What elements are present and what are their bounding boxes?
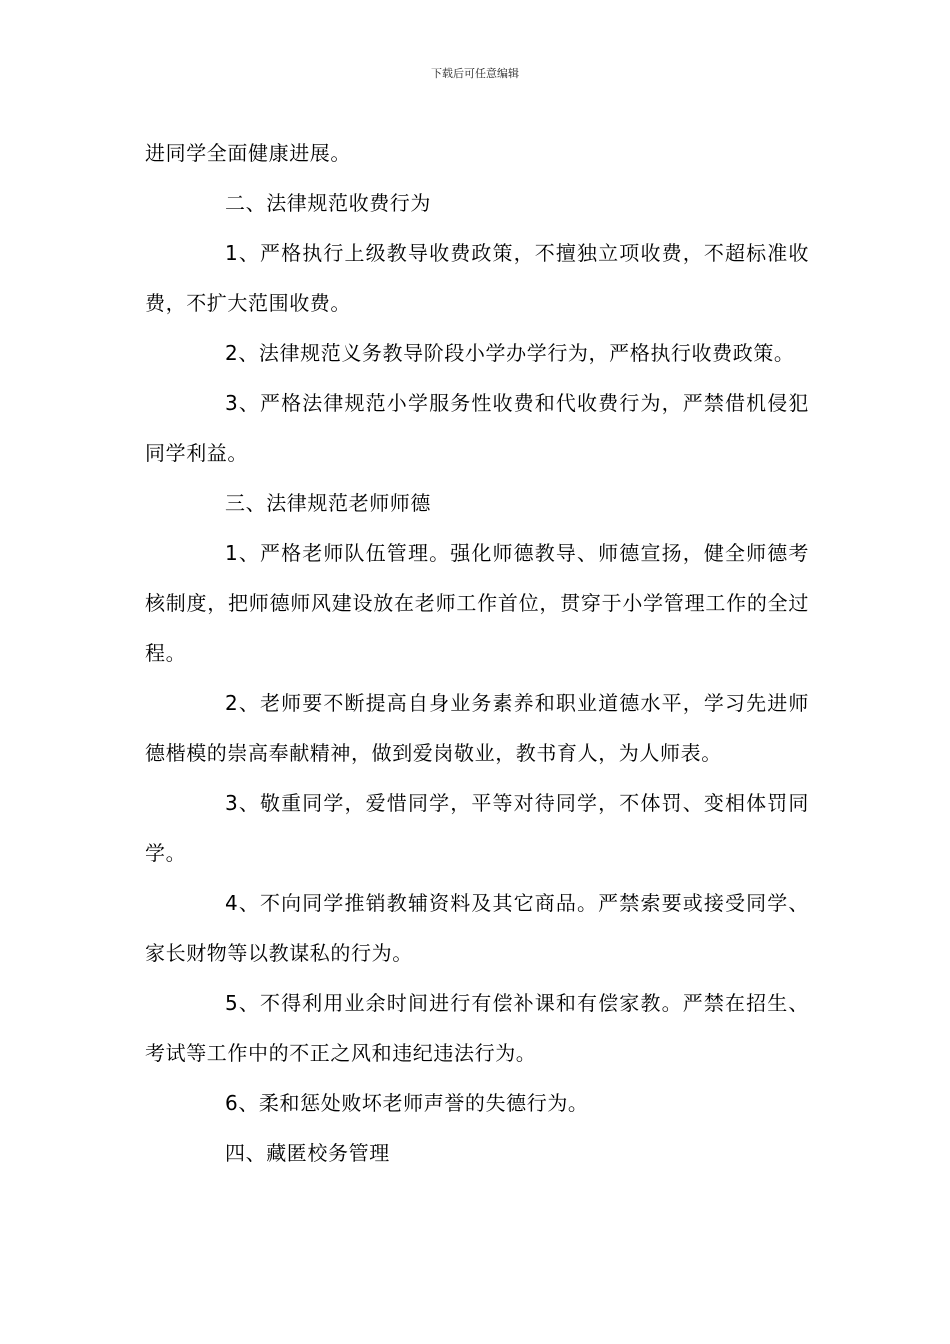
paragraph: 6、柔和惩处败坏老师声誉的失德行为。 (225, 1091, 589, 1115)
paragraph: 3、敬重同学，爱惜同学，平等对待同学，不体罚、变相体罚同学。 (145, 791, 809, 865)
paragraph: 5、不得利用业余时间进行有偿补课和有偿家教。严禁在招生、考试等工作中的不正之风和违纪违法行为。 (145, 991, 809, 1065)
header-note: 下载后可任意编辑 (431, 67, 519, 80)
page-header (0, 66, 950, 82)
paragraph: 进同学全面健康进展。 (145, 141, 351, 165)
section-heading: 四、藏匿校务管理 (225, 1141, 390, 1165)
section-heading: 三、法律规范老师师德 (225, 491, 431, 515)
paragraph: 1、严格执行上级教导收费政策，不擅独立项收费，不超标准收费，不扩大范围收费。 (145, 241, 809, 315)
document-body (145, 128, 809, 1178)
paragraph: 1、严格老师队伍管理。强化师德教导、师德宣扬，健全师德考核制度，把师德师风建设放在老师工作首位，贯穿于小学管理工作的全过程。 (145, 541, 809, 665)
paragraph: 2、老师要不断提高自身业务素养和职业道德水平，学习先进师德楷模的崇高奉献精神，做到爱岗敬业，教书育人，为人师表。 (145, 691, 809, 765)
paragraph: 3、严格法律规范小学服务性收费和代收费行为，严禁借机侵犯同学利益。 (145, 391, 809, 465)
paragraph: 4、不向同学推销教辅资料及其它商品。严禁索要或接受同学、家长财物等以教谋私的行为。 (145, 891, 809, 965)
paragraph: 2、法律规范义务教导阶段小学办学行为，严格执行收费政策。 (225, 341, 795, 365)
section-heading: 二、法律规范收费行为 (225, 191, 431, 215)
